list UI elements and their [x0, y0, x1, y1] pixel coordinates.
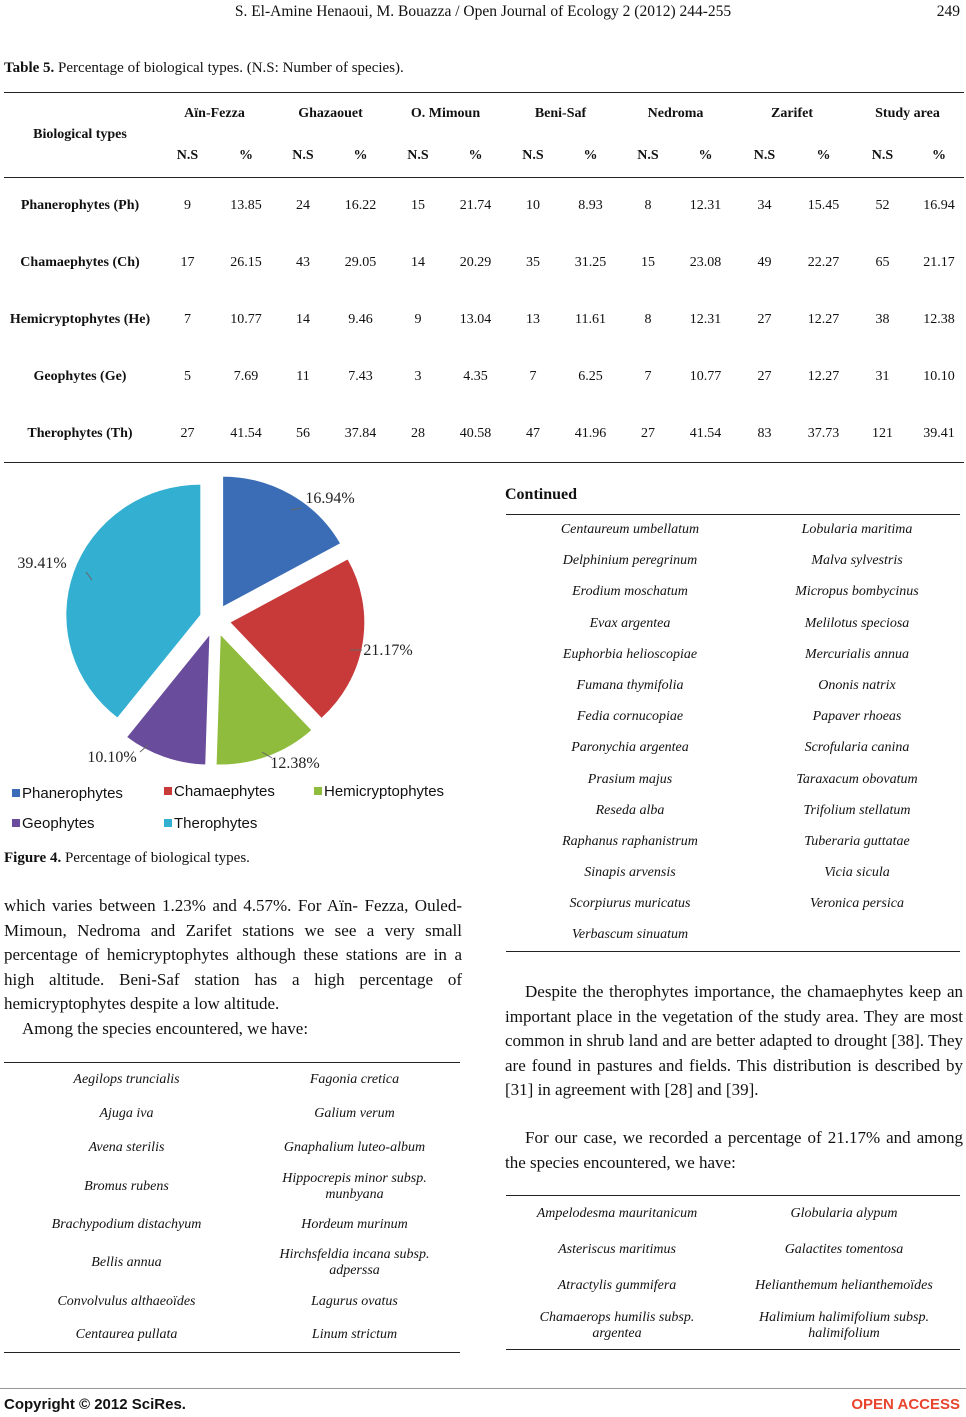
sub-header: %	[932, 148, 946, 163]
figure-caption-label: Figure 4.	[4, 850, 62, 866]
value-cell: 37.84	[344, 425, 377, 441]
data-label-chamaephytes: 21.17%	[363, 642, 413, 659]
table-caption	[4, 60, 404, 77]
body-paragraph: Among the species encountered, we have:	[22, 1019, 309, 1038]
data-label-therophytes: 39.41%	[17, 555, 67, 572]
species-row	[4, 1319, 460, 1353]
legend-label: Chamaephytes	[174, 783, 275, 800]
value-cell: 12.38	[923, 312, 955, 327]
value-cell: 17	[180, 255, 195, 270]
biological-type-cell: Geophytes (Ge)	[33, 369, 127, 384]
value-cell: 27	[757, 312, 772, 327]
species-name: Convolvulus althaeoïdes	[57, 1293, 196, 1309]
species-name: Hordeum murinum	[301, 1216, 408, 1232]
species-name: Ampelodesma mauritanicum	[536, 1205, 698, 1221]
group-header: Ghazaouet	[298, 106, 363, 121]
footer-divider	[0, 1388, 966, 1389]
value-cell: 16.94	[923, 198, 955, 214]
value-cell: 10.77	[689, 369, 722, 384]
species-name: Galium verum	[314, 1105, 395, 1121]
biological-type-cell: Hemicryptophytes (He)	[9, 312, 151, 327]
species-name: Gnaphalium luteo-album	[283, 1139, 426, 1155]
species-name: Chamaerops humilis subsp. argentea	[539, 1310, 695, 1342]
species-name: Verbascum sinuatum	[571, 927, 689, 943]
value-cell: 8	[644, 312, 652, 327]
table-row	[4, 235, 964, 292]
value-cell: 14	[296, 312, 310, 327]
species-row	[4, 1285, 460, 1319]
continued-title: Continued	[505, 486, 578, 503]
legend-swatch-therophytes	[164, 819, 172, 827]
value-cell: 11	[296, 369, 310, 384]
sub-header: N.S	[292, 148, 314, 163]
value-cell: 47	[526, 425, 540, 441]
value-cell: 8.93	[578, 198, 603, 214]
sub-header: N.S	[407, 148, 429, 163]
species-row	[506, 1268, 960, 1304]
value-cell: 20.29	[459, 255, 492, 270]
species-name: Lagurus ovatus	[311, 1293, 398, 1309]
value-cell: 83	[757, 425, 772, 441]
species-name: Atractylis gummifera	[557, 1277, 677, 1293]
species-name: Delphinium peregrinum	[562, 553, 698, 569]
group-header: Zarifet	[771, 106, 813, 121]
table-row	[4, 292, 964, 349]
page-number: 249	[936, 3, 960, 20]
sub-header: %	[698, 148, 713, 163]
value-cell: 9.46	[348, 312, 373, 327]
species-name: Vicia sicula	[824, 865, 890, 881]
figure-caption	[4, 850, 250, 867]
value-cell: 49	[757, 255, 772, 270]
species-name: Fumana thymifolia	[576, 678, 684, 694]
value-cell: 5	[184, 369, 191, 384]
value-cell: 41.96	[574, 425, 607, 441]
figure-caption-text: Percentage of biological types.	[61, 850, 250, 866]
value-cell: 21.17	[923, 255, 955, 270]
species-table-left	[4, 1062, 460, 1353]
species-name: Prasium majus	[587, 771, 673, 787]
value-cell: 28	[411, 425, 425, 441]
value-cell: 27	[641, 425, 655, 441]
legend-item	[12, 785, 123, 802]
species-row	[506, 1196, 960, 1232]
sub-header: N.S	[522, 148, 544, 163]
species-name: Hippocrepis minor subsp. munbyana	[282, 1170, 427, 1202]
group-header: Study area	[875, 106, 940, 121]
value-cell: 41.54	[689, 425, 722, 441]
value-cell: 12.31	[689, 312, 722, 327]
value-cell: 7.69	[233, 369, 259, 384]
species-name: Helianthemum helianthemoïdes	[755, 1277, 933, 1293]
species-name: Brachypodium distachyum	[51, 1216, 202, 1232]
sub-header: %	[353, 148, 368, 163]
value-cell: 11.61	[575, 312, 606, 327]
legend-label: Hemicryptophytes	[324, 783, 445, 800]
value-cell: 26.15	[230, 255, 262, 270]
value-cell: 9	[184, 198, 191, 214]
table-corner-header: Biological types	[4, 93, 156, 178]
legend-label: Geophytes	[22, 815, 95, 832]
value-cell: 10.10	[923, 369, 955, 384]
data-label-geophytes: 10.10%	[87, 749, 137, 766]
species-name: Halimium halimifolium subsp. halimifolium	[759, 1310, 929, 1342]
species-row	[4, 1063, 460, 1097]
species-name: Bromus rubens	[84, 1178, 169, 1194]
species-name: Avena sterilis	[88, 1139, 165, 1155]
species-row	[506, 546, 960, 577]
value-cell: 43	[296, 255, 310, 270]
biological-type-cell: Phanerophytes (Ph)	[20, 198, 140, 214]
biological-type-cell: Therophytes (Th)	[27, 425, 133, 441]
species-row	[4, 1165, 460, 1209]
value-cell: 21.74	[459, 198, 492, 214]
group-header: Aïn-Fezza	[184, 106, 245, 121]
species-name: Malva sylvestris	[811, 553, 903, 569]
value-cell: 37.73	[807, 425, 840, 441]
legend-swatch-hemicryptophytes	[314, 787, 322, 795]
value-cell: 35	[526, 255, 540, 270]
species-row	[506, 795, 960, 826]
table-caption-label: Table 5.	[4, 60, 55, 76]
species-name: Scorpiurus muricatus	[569, 896, 691, 912]
data-label-hemicryptophytes: 12.38%	[270, 755, 320, 770]
value-cell: 9	[414, 312, 422, 327]
species-row	[506, 639, 960, 670]
legend-item	[314, 783, 444, 800]
value-cell: 13	[526, 312, 540, 327]
species-name: Scrofularia canina	[804, 740, 910, 756]
species-name: Papaver rhoeas	[812, 709, 902, 725]
group-header: Beni-Saf	[534, 106, 587, 121]
value-cell: 15.45	[807, 198, 840, 214]
value-cell: 52	[875, 198, 890, 214]
species-name: Asteriscus maritimus	[558, 1241, 676, 1257]
value-cell: 15	[641, 255, 655, 270]
value-cell: 14	[411, 255, 425, 270]
value-cell: 27	[757, 369, 772, 384]
open-access-label: OPEN ACCESS	[851, 1396, 960, 1413]
species-row	[506, 920, 960, 951]
species-name: Linum strictum	[311, 1327, 398, 1343]
species-row	[4, 1241, 460, 1285]
species-name	[754, 920, 960, 951]
value-cell: 12.31	[689, 198, 722, 214]
legend-item	[164, 783, 275, 800]
sub-header: %	[583, 148, 598, 163]
value-cell: 10	[526, 198, 540, 214]
value-cell: 6.25	[578, 369, 603, 384]
species-name: Galactites tomentosa	[784, 1241, 904, 1257]
value-cell: 13.85	[230, 198, 262, 214]
species-row	[506, 826, 960, 857]
species-row	[4, 1209, 460, 1241]
species-name: Taraxacum obovatum	[796, 771, 918, 787]
species-name: Melilotus speciosa	[804, 615, 910, 631]
value-cell: 56	[296, 425, 310, 441]
value-cell: 27	[180, 425, 195, 441]
species-name: Paronychia argentea	[571, 740, 689, 756]
body-paragraph: which varies between 1.23% and 4.57%. For Aïn- Fezza, Ouled-Mimoun, Nedroma and Zarifet stations we see a very small percentage of hemicryptophytes although these stations are in a high altitude. Beni-Saf station has a high percentage of hemicryptophytes despite a low altitude.	[4, 896, 462, 1013]
species-name: Ononis natrix	[818, 678, 896, 694]
legend-label: Therophytes	[174, 815, 258, 832]
table-row	[4, 178, 964, 235]
species-name: Veronica persica	[810, 896, 904, 912]
value-cell: 31	[875, 369, 890, 384]
table-caption-text: Percentage of biological types. (N.S: Number of species).	[54, 60, 404, 76]
value-cell: 8	[644, 198, 652, 214]
legend-swatch-geophytes	[12, 819, 20, 827]
legend-swatch-phanerophytes	[12, 789, 20, 797]
sub-header: %	[468, 148, 483, 163]
group-header: O. Mimoun	[410, 106, 481, 121]
species-row	[506, 764, 960, 795]
data-label-phanerophytes: 16.94%	[305, 490, 355, 507]
species-name: Fagonia cretica	[309, 1071, 400, 1087]
body-paragraph: Despite the therophytes importance, the chamaephytes keep an important place in the vegetation of the study area. They are most common in shrub land and are better adapted to drought [38]. They are found in pastures and fields. This distribution is described by [31] in agreement with [28] and [39].	[505, 982, 963, 1099]
value-cell: 31.25	[574, 255, 607, 270]
value-cell: 16.22	[344, 198, 377, 214]
value-cell: 40.58	[459, 425, 492, 441]
value-cell: 7	[184, 312, 191, 327]
value-cell: 13.04	[459, 312, 492, 327]
value-cell: 34	[757, 198, 772, 214]
species-name: Trifolium stellatum	[803, 802, 911, 818]
species-name: Mercurialis annua	[804, 646, 910, 662]
species-row	[506, 577, 960, 608]
species-name: Reseda alba	[595, 802, 665, 818]
value-cell: 24	[296, 198, 310, 214]
value-cell: 121	[872, 425, 893, 441]
value-cell: 41.54	[230, 425, 262, 441]
value-cell: 12.27	[807, 312, 840, 327]
species-name: Tuberaria guttatae	[804, 833, 910, 849]
species-row	[506, 515, 960, 546]
legend-label: Phanerophytes	[22, 785, 123, 802]
species-table-right	[506, 1195, 960, 1350]
species-name: Euphorbia helioscopiae	[562, 646, 698, 662]
species-row	[506, 858, 960, 889]
legend-item	[164, 815, 257, 832]
biological-type-cell: Chamaephytes (Ch)	[20, 255, 140, 270]
value-cell: 7.43	[348, 369, 373, 384]
sub-header: %	[239, 148, 253, 163]
biological-types-table	[4, 92, 964, 463]
sub-header: N.S	[871, 148, 894, 163]
sub-header: N.S	[637, 148, 659, 163]
value-cell: 15	[411, 198, 425, 214]
species-name: Aegilops truncialis	[73, 1071, 180, 1087]
sub-header: %	[816, 148, 831, 163]
value-cell: 39.41	[923, 425, 955, 441]
group-header: Nedroma	[647, 106, 704, 121]
species-name: Evax argentea	[589, 615, 671, 631]
species-name: Micropus bombycinus	[795, 584, 919, 600]
species-name: Fedia cornucopiae	[576, 709, 684, 725]
sub-header: N.S	[176, 148, 199, 163]
table-row	[4, 349, 964, 406]
value-cell: 23.08	[689, 255, 722, 270]
body-paragraph: For our case, we recorded a percentage of 21.17% and among the species encountered, we have:	[505, 1128, 963, 1172]
copyright-text: Copyright © 2012 SciRes.	[4, 1396, 186, 1413]
species-row	[506, 733, 960, 764]
species-row	[506, 1232, 960, 1268]
species-name: Hirchsfeldia incana subsp. adperssa	[279, 1246, 430, 1278]
species-name: Raphanus raphanistrum	[562, 833, 698, 849]
value-cell: 12.27	[807, 369, 840, 384]
species-name: Lobularia maritima	[801, 522, 913, 538]
species-name: Centaureum umbellatum	[560, 522, 700, 538]
species-name: Sinapis arvensis	[584, 865, 676, 881]
species-table-continued	[506, 514, 960, 952]
species-row	[506, 670, 960, 701]
value-cell: 4.35	[463, 369, 488, 384]
species-row	[506, 1304, 960, 1350]
sub-header: N.S	[753, 148, 776, 163]
species-name: Ajuga iva	[99, 1105, 154, 1121]
biological-types-pie-chart	[0, 470, 470, 770]
species-row	[4, 1131, 460, 1165]
species-name: Erodium moschatum	[572, 584, 688, 600]
species-name: Centaurea pullata	[75, 1327, 178, 1343]
running-header: S. El-Amine Henaoui, M. Bouazza / Open Journal of Ecology 2 (2012) 244-255	[234, 3, 732, 20]
species-row	[506, 608, 960, 639]
species-row	[4, 1097, 460, 1131]
legend-swatch-chamaephytes	[164, 787, 172, 795]
species-row	[506, 889, 960, 920]
value-cell: 29.05	[344, 255, 377, 270]
legend-item	[12, 815, 95, 832]
value-cell: 7	[529, 369, 537, 384]
value-cell: 3	[414, 369, 422, 384]
value-cell: 22.27	[807, 255, 840, 270]
value-cell: 7	[644, 369, 652, 384]
species-name: Bellis annua	[91, 1254, 162, 1270]
table-row	[4, 406, 964, 463]
species-row	[506, 702, 960, 733]
value-cell: 65	[875, 255, 890, 270]
species-name: Globularia alypum	[790, 1205, 898, 1221]
value-cell: 38	[875, 312, 890, 327]
value-cell: 10.77	[230, 312, 262, 327]
